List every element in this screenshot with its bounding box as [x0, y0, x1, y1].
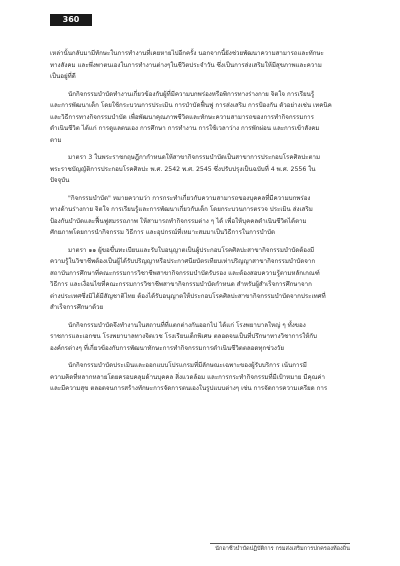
paragraph-line: มาตรา ๑๑ ผู้ขอขึ้นทะเบียนและรับใบอนุญาตเป็นผู้ประกอบโรคศิลปะสาขากิจกรรมบำบัดต้องมี [68, 246, 315, 254]
paragraph-line: ความคิดที่หลากหลายโดยครอบคลุมด้านบุคคล สิ่งแวดล้อม และการกระทำกิจกรรมที่มีเป้าหมาย มีคุณค่า [50, 373, 325, 381]
paragraph-line: พระราชบัญญัติการประกอบโรคศิลปะ พ.ศ. 2542 พ.ศ. 2545 ซึ่งปรับปรุงเป็นฉบับที่ 4 พ.ศ. 2556 ใน [50, 165, 316, 173]
paragraph-line: มาตรา 3 ในพระราชกฤษฎีกากำหนดให้สาขากิจกรรมบำบัดเป็นสาขาการประกอบโรคศิลปะตาม [68, 154, 321, 161]
paragraph [50, 152, 350, 187]
page-footer: นักอาชีวบำบัดปฏิบัติการ กรมส่งเสริมการปกครองท้องถิ่น [215, 546, 350, 552]
paragraph-line: ทางสังคม และพึ่งพาตนเองในการทำงานต่างๆในชีวิตประจำวัน ซึ่งเป็นการส่งเสริมให้มีสุขภาพและความ [50, 61, 322, 69]
paragraph-line: ราชการและเอกชน โรงพยาบาลทางจิตเวช โรงเรียนเด็กพิเศษ ตลอดจนเป็นที่ปรึกษาทางวิชาการให้กับ [50, 333, 317, 340]
paragraph-line: ตาม [50, 136, 62, 144]
paragraph [50, 48, 350, 83]
paragraph-line: ป้องกันบำบัดและฟื้นฟูสมรรถภาพ ให้สามารถทำกิจกรรมต่าง ๆ ได้ เพื่อให้บุคคลดำเนินชีวิตได้ตาม [50, 217, 307, 225]
paragraph-line: ศักยภาพโดยการนำกิจกรรม วิธีการ และอุปกรณ์ที่เหมาะสมมาเป็นวิธีการในการบำบัด [50, 229, 276, 236]
paragraph-line: และวิธีการทางกิจกรรมบำบัด เพื่อพัฒนาคุณภาพชีวิตและทักษะความสามารถของการทำกิจกรรมการ [50, 113, 314, 121]
paragraph-line: เป็นอยู่ที่ดี [50, 73, 76, 80]
paragraph-line: นักกิจกรรมบำบัดทำงานเกี่ยวข้องกับผู้ที่มีความบกพร่องหรือพิการทางร่างกาย จิตใจ การเรียนรู้ [68, 90, 315, 98]
paragraph [50, 89, 350, 147]
document-body [50, 48, 350, 401]
paragraph-line: ปัจจุบัน [50, 177, 70, 184]
paragraph-line: ความรู้ในวิชาชีพต้องเป็นผู้ได้รับปริญญาหรือประกาศนียบัตรเทียบเท่าปริญญาสาขากิจกรรมบำบัดจาก [50, 258, 316, 265]
paragraph-line: องค์กรต่างๆ ที่เกี่ยวข้องกับการพัฒนาทักษะการทำกิจกรรมการดำเนินชีวิตตลอดทุกช่วงวัย [50, 344, 284, 352]
paragraph [50, 360, 350, 395]
paragraph-line: สำเร็จการศึกษาด้วย [50, 304, 104, 311]
page-number-badge: 360 [50, 14, 92, 26]
paragraph [50, 320, 350, 355]
paragraph-line: เหล่านั้นกลับมามีทักษะในการทำงานที่เคยหายไปอีกครั้ง นอกจากนี้ยังช่วยพัฒนาความสามารถและทักษะ [50, 50, 324, 57]
paragraph [50, 193, 350, 239]
paragraph-line: สถาบันการศึกษาที่คณะกรรมการวิชาชีพสาขากิจกรรมบำบัดรับรอง และต้องสอบความรู้ตามหลักเกณฑ์ [50, 269, 320, 277]
footer-divider [210, 543, 350, 544]
paragraph-line: และมีความสุข ตลอดจนการสร้างทักษะการจัดการตนเองในรูปแบบต่างๆ เช่น การจัดการความเครียด การ [50, 385, 328, 392]
paragraph-line: นักกิจกรรมบำบัดจึงทำงานในสถานที่ที่แตกต่างกันออกไป ได้แก่ โรงพยาบาลใหญ่ ๆ ทั้งของ [68, 321, 306, 329]
paragraph [50, 245, 350, 314]
paragraph-line: "กิจกรรมบำบัด" หมายความว่า การกระทำเกี่ยวกับความสามารถของบุคคลที่มีความบกพร่อง [68, 194, 311, 202]
paragraph-line: และการพัฒนาเด็ก โดยใช้กระบวนการประเมิน การบำบัดฟื้นฟู การส่งเสริม การป้องกัน ตัวอย่างเช่น เทคนิค [50, 102, 332, 109]
paragraph-line: ทางด้านร่างกาย จิตใจ การเรียนรู้และการพัฒนาเกี่ยวกับเด็ก โดยกระบวนการตรวจ ประเมิน ส่งเสริม [50, 206, 313, 213]
paragraph-line: ดำเนินชีวิต ได้แก่ การดูแลตนเอง การศึกษา การทำงาน การใช้เวลาว่าง การพักผ่อน และการเข้าสังคม [50, 125, 320, 132]
paragraph-line: วิธีการ และเงื่อนไขที่คณะกรรมการวิชาชีพสาขากิจกรรมบำบัดกำหนด สำหรับผู้สำเร็จการศึกษาจาก [50, 281, 312, 288]
paragraph-line: นักกิจกรรมบำบัดประเมินและออกแบบโปรแกรมที่มีลักษณะเฉพาะของผู้รับบริการ เน้นการมี [68, 362, 307, 369]
paragraph-line: ต่างประเทศซึ่งมิได้มีสัญชาติไทย ต้องได้รับอนุญาตให้ประกอบโรคศิลปะสาขากิจกรรมบำบัดจากประเทศที่ [50, 292, 326, 300]
